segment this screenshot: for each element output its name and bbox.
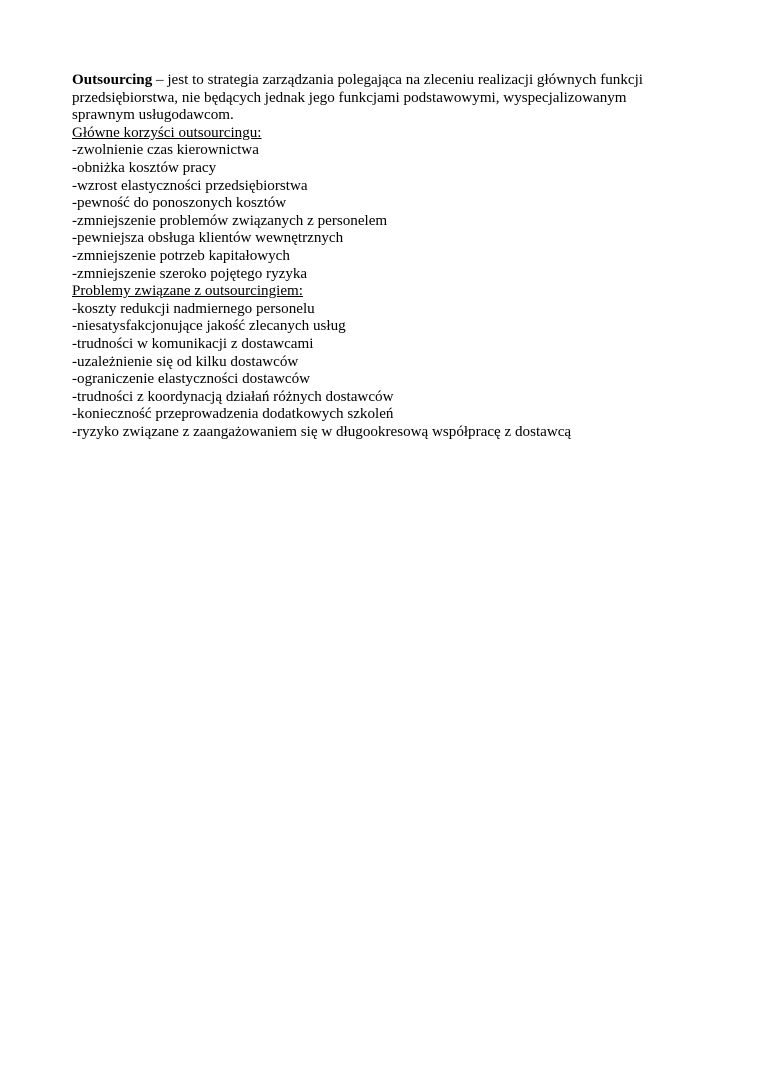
list-item: -trudności z koordynacją działań różnych dostawców — [72, 388, 394, 405]
benefits-heading: Główne korzyści outsourcingu: — [72, 124, 262, 141]
problems-heading: Problemy związane z outsourcingiem: — [72, 283, 303, 300]
list-item: -zmniejszenie problemów związanych z personelem — [72, 212, 388, 229]
list-item: -koszty redukcji nadmiernego personelu — [72, 300, 315, 317]
list-item: -konieczność przeprowadzenia dodatkowych szkoleń — [72, 406, 394, 423]
document-body — [72, 72, 688, 441]
intro-term: Outsourcing — [72, 72, 153, 88]
list-item: -zmniejszenie szeroko pojętego ryzyka — [72, 265, 308, 282]
list-item: -zmniejszenie potrzeb kapitałowych — [72, 247, 290, 264]
list-item: -zwolnienie czas kierownictwa — [72, 142, 259, 159]
intro-definition: – jest to strategia zarządzania polegająca na zleceniu realizacji głównych funkcji przedsiębiorstwa, nie będących jednak jego funkcjami podstawowymi, wyspecjalizowanym sprawnym usługodawcom. — [72, 72, 643, 124]
list-item: -trudności w komunikacji z dostawcami — [72, 335, 314, 352]
list-item: -pewniejsza obsługa klientów wewnętrznych — [72, 230, 344, 247]
list-item: -ograniczenie elastyczności dostawców — [72, 371, 311, 388]
list-item: -pewność do ponoszonych kosztów — [72, 195, 287, 212]
list-item: -niesatysfakcjonujące jakość zlecanych usług — [72, 318, 346, 335]
problems-list — [72, 301, 688, 442]
list-item: -obniżka kosztów pracy — [72, 159, 217, 176]
list-item: -uzależnienie się od kilku dostawców — [72, 353, 299, 370]
benefits-list — [72, 142, 688, 283]
list-item: -wzrost elastyczności przedsiębiorstwa — [72, 177, 308, 194]
intro-paragraph — [72, 72, 688, 125]
list-item: -ryzyko związane z zaangażowaniem się w długookresową współpracę z dostawcą — [72, 423, 572, 440]
